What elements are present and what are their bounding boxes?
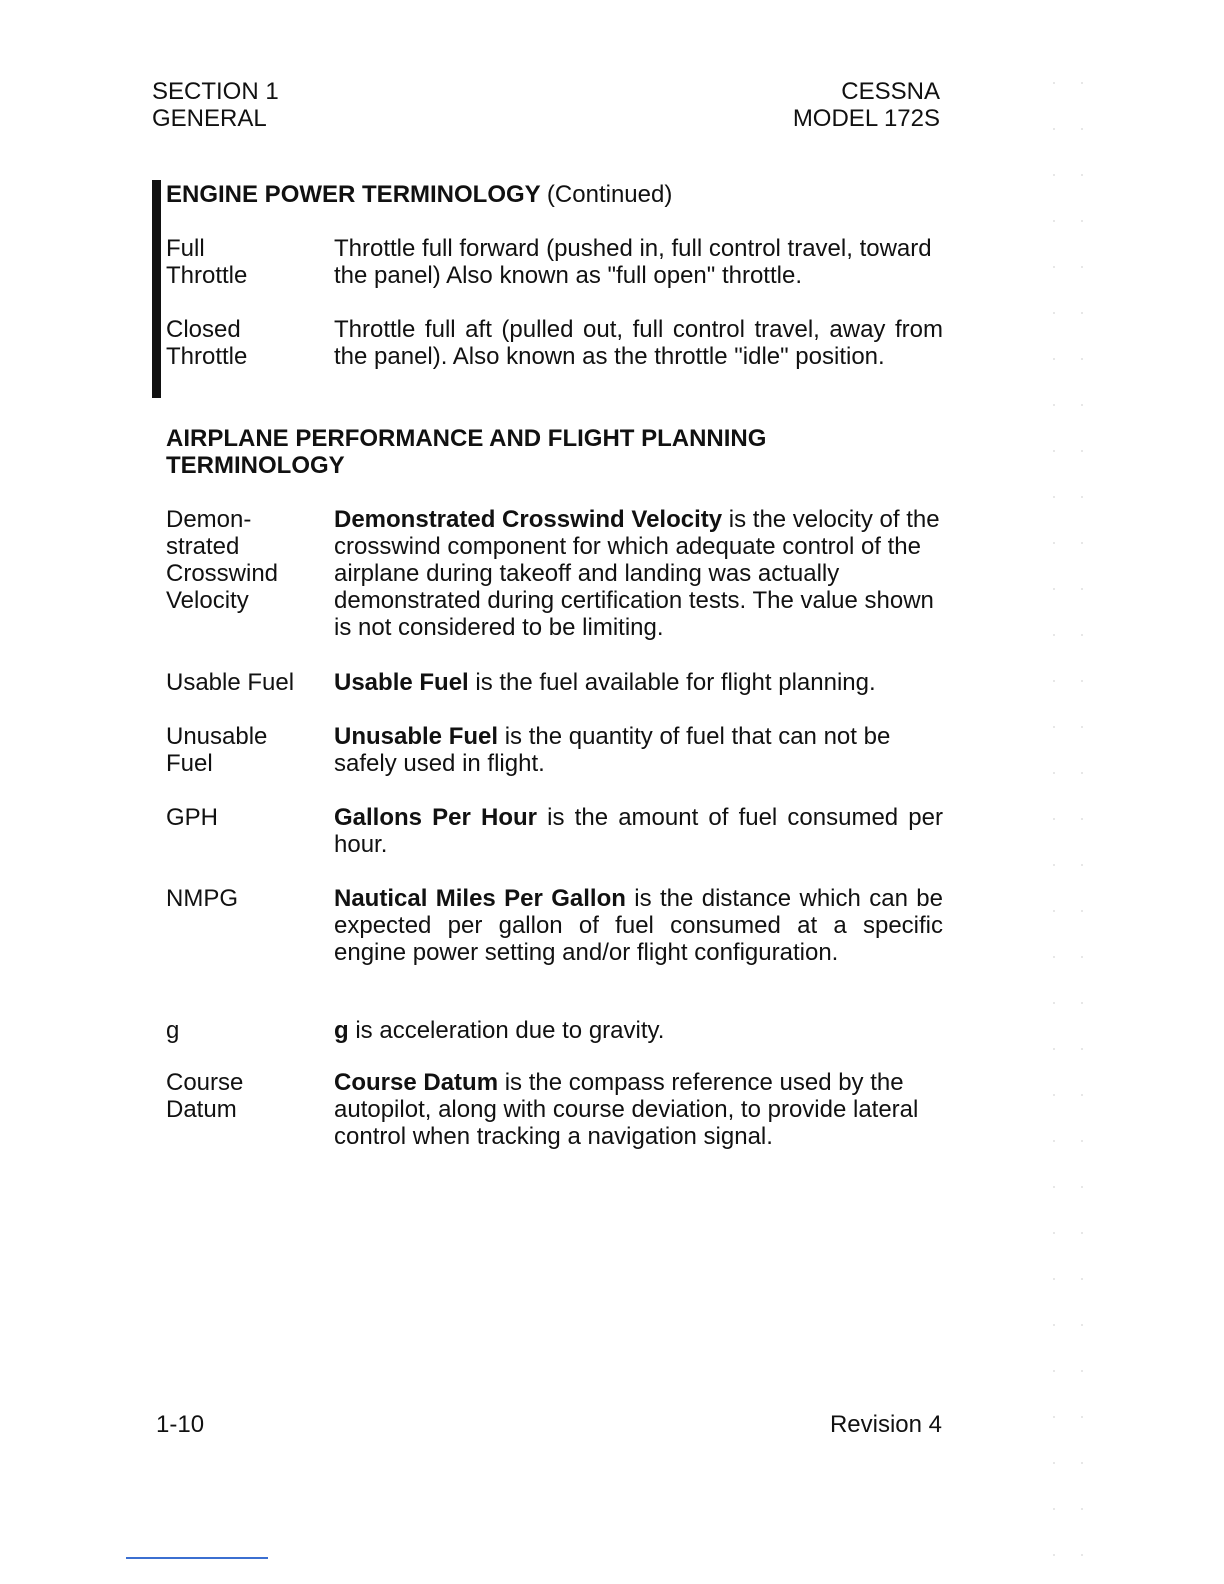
header-section-number: SECTION 1 bbox=[152, 78, 279, 105]
term-text: is the velocity of the crosswind component for which adequate control of the airplane during takeoff and landing was actually demonstrated during certification tests. The value shown is not considered to be limiting. bbox=[334, 506, 940, 641]
engine-power-heading bbox=[166, 181, 672, 208]
term-text: is the compass reference used by the autopilot, along with course deviation, to provide lateral control when tracking a navigation signal. bbox=[334, 1069, 919, 1150]
term-label-line: Velocity bbox=[166, 587, 249, 614]
term-label-line: Full bbox=[166, 235, 205, 262]
term-label-line: Demon- bbox=[166, 506, 252, 533]
term-bold: Gallons Per Hour bbox=[334, 804, 538, 831]
term-definition-nmpg bbox=[334, 885, 943, 966]
continued-note: (Continued) bbox=[546, 181, 673, 208]
term-label-usable-fuel bbox=[166, 669, 326, 696]
performance-heading: AIRPLANE PERFORMANCE AND FLIGHT PLANNING TERMINOLOGY bbox=[166, 425, 767, 479]
term-label-line: Closed bbox=[166, 316, 241, 343]
term-text: is the amount of fuel consumed per hour. bbox=[334, 804, 943, 858]
term-label-g bbox=[166, 1017, 326, 1044]
term-label-course-datum bbox=[166, 1069, 326, 1123]
term-label-line: Course bbox=[166, 1069, 244, 1096]
term-text: is the quantity of fuel that can not be safely used in flight. bbox=[334, 723, 891, 777]
scan-binding-marks bbox=[1040, 60, 1090, 1560]
term-label-unusable-fuel bbox=[166, 723, 326, 777]
term-bold: Demonstrated Crosswind Velocity bbox=[334, 506, 723, 533]
term-label-line: Unusable bbox=[166, 723, 268, 750]
term-label-line: Throttle bbox=[166, 262, 248, 289]
revision-label: Revision 4 bbox=[829, 1411, 942, 1438]
term-label-crosswind bbox=[166, 506, 326, 614]
term-label-nmpg bbox=[166, 885, 326, 912]
term-label-line: Throttle bbox=[166, 343, 248, 370]
term-label-line: GPH bbox=[166, 804, 219, 831]
revision-change-bar bbox=[152, 180, 161, 398]
term-label-line: g bbox=[166, 1017, 180, 1044]
term-bold: g bbox=[334, 1017, 349, 1044]
term-bold: Course Datum bbox=[334, 1069, 499, 1096]
term-label-gph bbox=[166, 804, 326, 831]
term-definition-crosswind bbox=[334, 506, 943, 641]
term-text: is acceleration due to gravity. bbox=[348, 1017, 665, 1044]
term-definition-g bbox=[334, 1017, 943, 1044]
header-model-name: MODEL 172S bbox=[792, 105, 940, 132]
term-label-line: NMPG bbox=[166, 885, 238, 912]
term-definition-closed-throttle: Throttle full aft (pulled out, full control travel, away from the panel). Also known as the throttle "idle" position. bbox=[334, 316, 943, 370]
term-bold: Usable Fuel bbox=[334, 669, 469, 696]
engine-power-title: ENGINE POWER TERMINOLOGY bbox=[166, 181, 541, 208]
term-definition-course-datum bbox=[334, 1069, 943, 1150]
header-section bbox=[152, 78, 279, 132]
term-label-line: Crosswind bbox=[166, 560, 279, 587]
header-manufacturer: CESSNA bbox=[841, 78, 940, 105]
term-definition-usable-fuel bbox=[334, 669, 943, 696]
term-definition-full-throttle: Throttle full forward (pushed in, full control travel, toward the panel) Also known as "full open" throttle. bbox=[334, 235, 932, 289]
term-bold: Nautical Miles Per Gallon bbox=[334, 885, 626, 912]
page-number: 1-10 bbox=[156, 1411, 205, 1438]
term-definition-gph bbox=[334, 804, 943, 858]
term-label-closed-throttle bbox=[166, 316, 326, 370]
term-label-line: Datum bbox=[166, 1096, 237, 1123]
term-label-full-throttle bbox=[166, 235, 326, 289]
term-text: is the fuel available for flight planning. bbox=[468, 669, 876, 696]
header-model bbox=[793, 78, 940, 132]
term-label-line: Fuel bbox=[166, 750, 213, 777]
term-text: is the distance which can be expected per gallon of fuel consumed at a specific engine power setting and/or flight configuration. bbox=[334, 885, 943, 966]
header-section-name: GENERAL bbox=[152, 105, 267, 132]
term-label-line: strated bbox=[166, 533, 240, 560]
term-label-line: Usable Fuel bbox=[166, 669, 295, 696]
scan-artifact-line bbox=[126, 1557, 268, 1559]
term-bold: Unusable Fuel bbox=[334, 723, 499, 750]
term-definition-unusable-fuel bbox=[334, 723, 943, 777]
